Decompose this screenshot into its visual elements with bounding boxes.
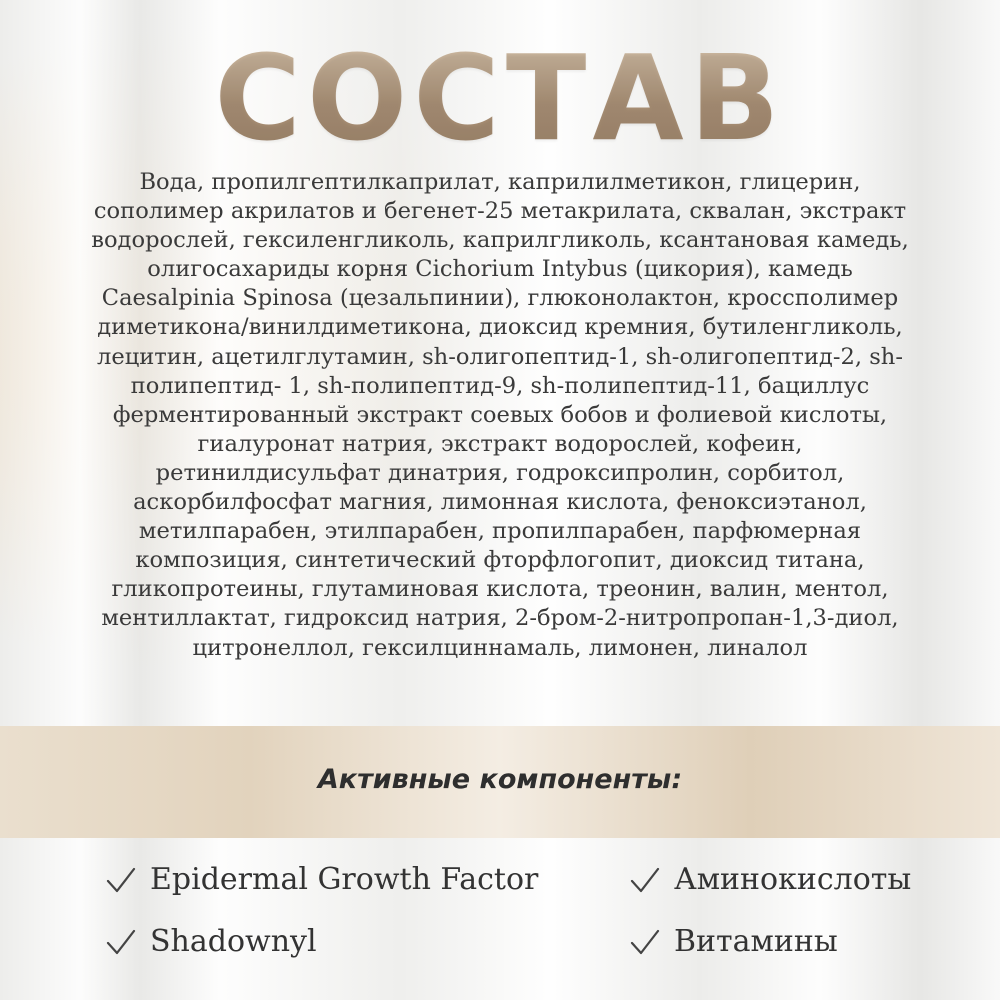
- ingredients-line: лецитин, ацетилглутамин, sh-олигопептид-1, sh-олигопептид-2, sh-: [97, 343, 903, 370]
- component-item: [104, 924, 317, 959]
- ingredients-line: гликопротеины, глутаминовая кислота, треонин, валин, ментол,: [111, 576, 889, 603]
- check-icon: [104, 925, 138, 959]
- component-label: Аминокислоты: [674, 862, 912, 897]
- check-icon: [628, 863, 662, 897]
- page-title: СОСТАВ: [0, 28, 1000, 168]
- component-item: [628, 862, 911, 897]
- ingredients-line: ментиллактат, гидроксид натрия, 2-бром-2-нитропропан-1,3-диол,: [101, 605, 899, 632]
- ingredients-line: гиалуронат натрия, экстракт водорослей, кофеин,: [197, 430, 803, 457]
- component-label: Shadownyl: [150, 924, 317, 959]
- ingredients-line: ретинилдисульфат динатрия, годроксипролин, сорбитол,: [155, 459, 845, 486]
- check-icon: [628, 925, 662, 959]
- component-item: [104, 862, 538, 897]
- ingredients-line: аскорбилфосфат магния, лимонная кислота, феноксиэтанол,: [133, 489, 867, 516]
- ingredients-line: олигосахариды корня Cichorium Intybus (цикория), камедь: [147, 256, 853, 283]
- ingredients-line: Вода, пропилгептилкаприлат, каприлилметикон, глицерин,: [139, 169, 861, 195]
- ingredients-line: диметикона/винилдиметикона, диоксид кремния, бутиленгликоль,: [97, 314, 903, 341]
- ingredients-line: водорослей, гексиленгликоль, каприлгликоль, ксантановая камедь,: [91, 227, 909, 254]
- component-label: Витамины: [674, 924, 838, 959]
- ingredients-text: [40, 168, 960, 698]
- ingredients-line: метилпарабен, этилпарабен, пропилпарабен, парфюмерная: [138, 518, 862, 545]
- ingredients-line: сополимер акрилатов и бегенет-25 метакрилата, сквалан, экстракт: [93, 198, 907, 225]
- active-components-heading: Активные компоненты:: [317, 764, 683, 795]
- ingredients-line: ферментированный экстракт соевых бобов и фолиевой кислоты,: [112, 401, 888, 428]
- ingredients-line: Caesalpinia Spinosa (цезальпинии), глюконолактон, кросcполимер: [101, 285, 899, 312]
- check-icon: [104, 863, 138, 897]
- ingredients-line: композиция, синтетический фторфлогопит, диоксид титана,: [135, 547, 865, 574]
- ingredients-line: полипептид- 1, sh-полипептид-9, sh-полипептид-11, бациллус: [130, 372, 870, 399]
- ingredients-line: цитронеллол, гексилциннамаль, лимонен, линалол: [192, 634, 808, 661]
- component-item: [628, 924, 838, 959]
- component-label: Epidermal Growth Factor: [150, 862, 539, 897]
